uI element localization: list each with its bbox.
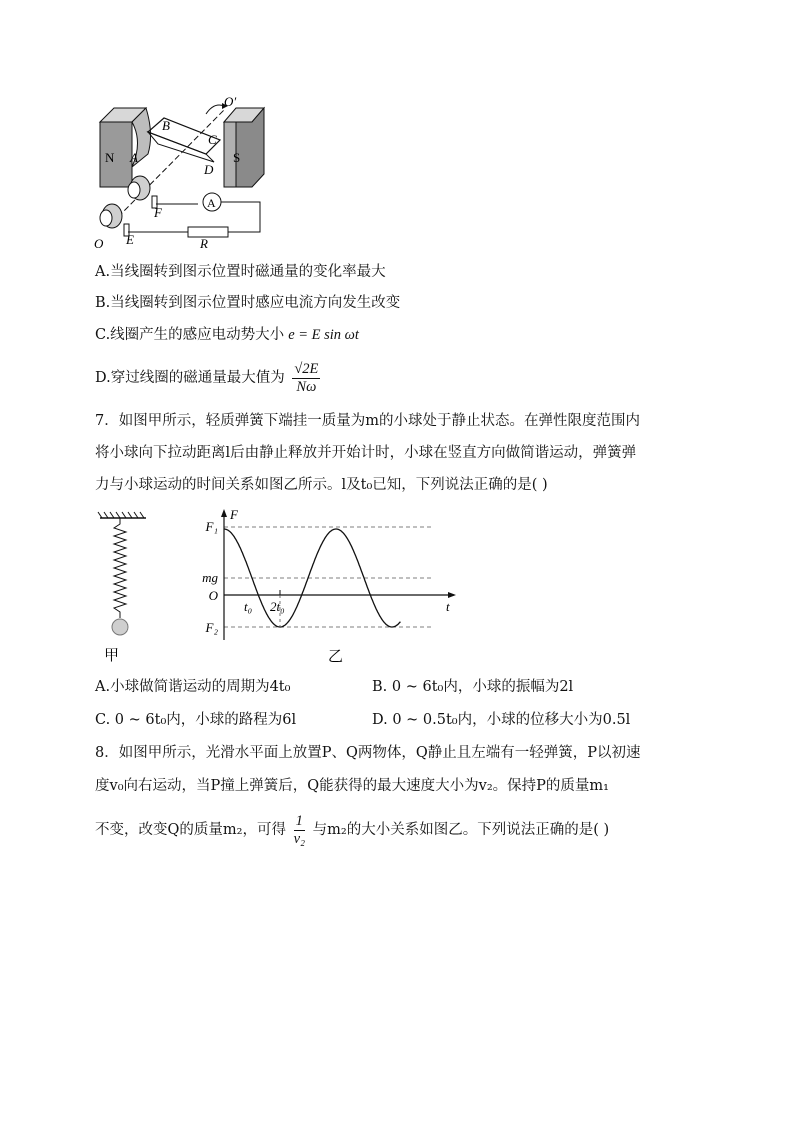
label-f: F	[154, 205, 162, 220]
label-d: D	[204, 162, 214, 177]
label-e: E	[126, 232, 134, 247]
s-magnet	[224, 108, 264, 187]
q6-option-a: A.当线圈转到图示位置时磁通量的变化率最大	[95, 264, 386, 280]
n-magnet	[100, 108, 151, 187]
fig-yi-label: 乙	[328, 649, 344, 665]
y-axis-label: F	[230, 507, 238, 522]
q6-option-d-text: D.穿过线圈的磁通量最大值为	[95, 370, 285, 386]
q7-line-1: 7．如图甲所示，轻质弹簧下端挂一质量为m的小球处于静止状态。在弹性限度范围内	[95, 413, 640, 429]
q8-fraction-denominator: v₂	[293, 830, 306, 847]
force-time-chart	[196, 505, 466, 665]
label-n: N	[105, 150, 115, 165]
q6-option-d-numerator: √2E	[294, 360, 319, 377]
label-b: B	[162, 118, 170, 133]
spring	[114, 518, 126, 618]
q7-option-a: A.小球做简谐运动的周期为4t₀	[95, 679, 291, 695]
q6-option-d	[95, 360, 323, 396]
label-r: R	[200, 236, 208, 251]
q8-fraction-numerator: 1	[294, 813, 305, 831]
y-axis-arrow	[221, 509, 227, 517]
spring-figure	[96, 510, 156, 665]
q6-option-d-denominator: Nω	[296, 378, 317, 395]
label-a: A	[130, 150, 138, 165]
label-s: S	[233, 150, 241, 165]
label-o: O	[94, 236, 104, 251]
q7-option-c: C. 0 ~ 6t₀内，小球的路程为6l	[95, 712, 297, 728]
y-tick-f1: F₁	[205, 519, 218, 534]
ball	[112, 619, 128, 635]
y-tick-o: O	[208, 588, 218, 603]
q8-line-3	[95, 812, 609, 848]
x-axis-arrow	[448, 592, 456, 598]
q6-option-c-text: C.线圈产生的感应电动势大小	[95, 327, 285, 343]
q8-line-3-a: 不变，改变Q的质量m₂，可得	[95, 822, 286, 838]
ammeter-label: A	[207, 196, 216, 210]
q8-line-1: 8．如图甲所示，光滑水平面上放置P、Q两物体，Q静止且左端有一轻弹簧，P以初速	[95, 745, 641, 761]
y-tick-f2: F₂	[205, 620, 218, 635]
x-tick-t0: t₀	[244, 599, 253, 614]
q7-line-3: 力与小球运动的时间关系如图乙所示。l及t₀已知，下列说法正确的是( )	[95, 477, 548, 493]
generator-figure	[88, 92, 278, 252]
q7-line-2: 将小球向下拉动距离l后由静止释放并开始计时，小球在竖直方向做简谐运动，弹簧弹	[95, 445, 637, 461]
q6-option-c-formula: e = E sin ωt	[288, 327, 359, 343]
q7-option-d: D. 0 ~ 0.5t₀内，小球的位移大小为0.5l	[372, 712, 631, 728]
y-tick-mg: mg	[202, 570, 218, 585]
q6-option-c	[95, 325, 359, 345]
q8-line-2: 度v₀向右运动，当P撞上弹簧后，Q能获得的最大速度大小为v₂。保持P的质量m₁	[95, 778, 609, 794]
resistor	[188, 227, 228, 237]
label-c: C	[208, 132, 217, 147]
q8-line-3-b: 与m₂的大小关系如图乙。下列说法正确的是( )	[312, 822, 610, 838]
fig-jia-label: 甲	[104, 648, 120, 664]
q7-option-b: B. 0 ~ 6t₀内，小球的振幅为2l	[372, 679, 574, 695]
label-o-prime: O′	[224, 94, 237, 109]
x-axis-label: t	[446, 599, 450, 614]
q6-option-b: B.当线圈转到图示位置时感应电流方向发生改变	[95, 295, 401, 311]
x-tick-2t0: 2t₀	[270, 599, 285, 614]
